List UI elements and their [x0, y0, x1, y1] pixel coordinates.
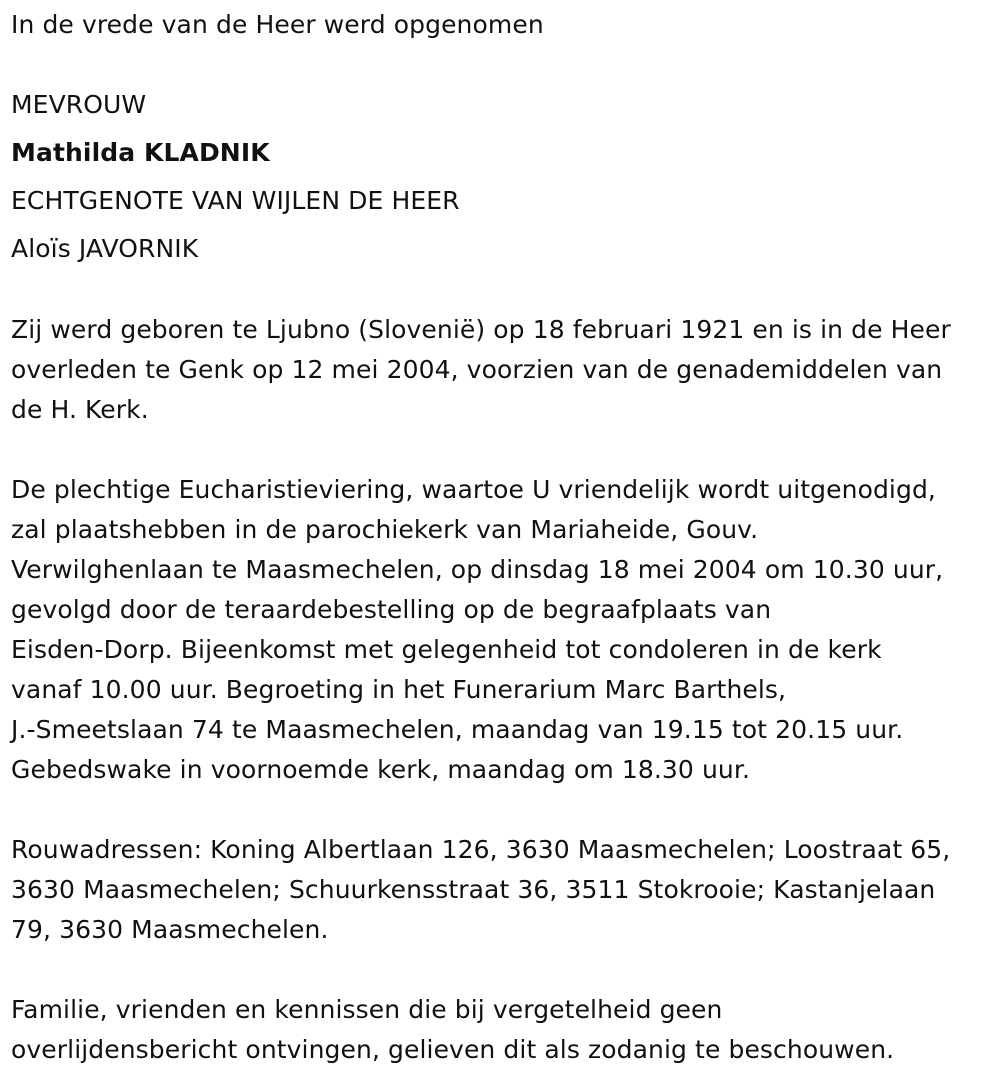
paragraph-line: Rouwadressen: Koning Albertlaan 126, 3630 Maasmechelen; Loostraat 65,: [11, 835, 951, 864]
paragraph-line: de H. Kerk.: [11, 395, 149, 424]
spouse-name: Aloïs JAVORNIK: [11, 234, 199, 263]
relation: ECHTGENOTE VAN WIJLEN DE HEER: [11, 186, 460, 215]
paragraph-line: overlijdensbericht ontvingen, gelieven dit als zodanig te beschouwen.: [11, 1035, 895, 1064]
birth-death-paragraph: [11, 310, 996, 430]
paragraph-line: 3630 Maasmechelen; Schuurkensstraat 36, 3511 Stokrooie; Kastanjelaan: [11, 875, 936, 904]
paragraph-line: vanaf 10.00 uur. Begroeting in het Funerarium Marc Barthels,: [11, 675, 787, 704]
paragraph-line: Familie, vrienden en kennissen die bij vergetelheid geen: [11, 995, 723, 1024]
paragraph-line: J.-Smeetslaan 74 te Maasmechelen, maandag van 19.15 tot 20.15 uur.: [11, 715, 904, 744]
paragraph-line: overleden te Genk op 12 mei 2004, voorzien van de genademiddelen van: [11, 355, 943, 384]
paragraph-line: Eisden-Dorp. Bijeenkomst met gelegenheid tot condoleren in de kerk: [11, 635, 882, 664]
paragraph-line: Zij werd geboren te Ljubno (Slovenië) op 18 februari 1921 en is in de Heer: [11, 315, 951, 344]
paragraph-line: De plechtige Eucharistieviering, waartoe U vriendelijk wordt uitgenodigd,: [11, 475, 936, 504]
closing-paragraph: [11, 990, 996, 1070]
paragraph-line: zal plaatshebben in de parochiekerk van Mariaheide, Gouv.: [11, 515, 759, 544]
heading: In de vrede van de Heer werd opgenomen: [11, 10, 544, 39]
deceased-name: Mathilda KLADNIK: [11, 138, 270, 167]
paragraph-line: Gebedswake in voornoemde kerk, maandag om 18.30 uur.: [11, 755, 751, 784]
paragraph-line: gevolgd door de teraardebestelling op de begraafplaats van: [11, 595, 772, 624]
title-prefix: MEVROUW: [11, 90, 147, 119]
paragraph-line: 79, 3630 Maasmechelen.: [11, 915, 329, 944]
addresses-paragraph: [11, 830, 996, 950]
ceremony-paragraph: [11, 470, 996, 790]
paragraph-line: Verwilghenlaan te Maasmechelen, op dinsdag 18 mei 2004 om 10.30 uur,: [11, 555, 944, 584]
